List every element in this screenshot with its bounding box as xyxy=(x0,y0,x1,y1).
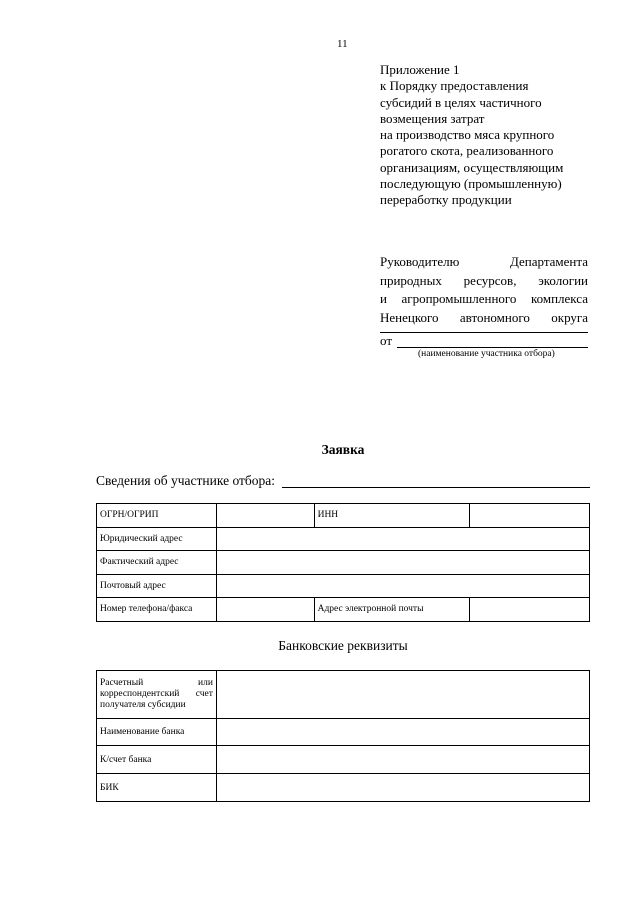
document-title: Заявка xyxy=(321,442,365,457)
actual-address-value-cell[interactable] xyxy=(216,551,589,575)
from-label: от xyxy=(380,333,393,348)
legal-address-label: Юридический адрес xyxy=(97,527,217,551)
appendix-line: на производство мяса крупного xyxy=(380,127,555,143)
table-row xyxy=(97,551,590,575)
table-row xyxy=(97,598,590,622)
bank-table xyxy=(96,670,590,802)
participant-info-label: Сведения об участнике отбора: xyxy=(96,473,276,488)
appendix-header xyxy=(380,62,600,209)
bank-name-value-cell[interactable] xyxy=(216,719,589,746)
corr-account-value-cell[interactable] xyxy=(216,746,589,774)
table-row xyxy=(97,774,590,802)
postal-address-value-cell[interactable] xyxy=(216,574,589,598)
ogrn-value-cell[interactable] xyxy=(216,504,314,528)
table-row xyxy=(97,671,590,719)
appendix-line: переработку продукции xyxy=(380,192,512,208)
from-caption: (наименование участника отбора) xyxy=(418,349,555,359)
addressee-blank-line[interactable] xyxy=(380,332,588,333)
from-blank-line[interactable] xyxy=(397,347,588,348)
addressee-line: и агропромышленного комплекса xyxy=(380,291,588,307)
appendix-line: субсидий в целях частичного xyxy=(380,94,542,110)
bank-details-title: Банковские реквизиты xyxy=(278,638,408,653)
table-row xyxy=(97,527,590,551)
addressee-line: Руководителю Департамента xyxy=(380,254,588,269)
addressee-line: природных ресурсов, экологии xyxy=(380,272,588,288)
email-value-cell[interactable] xyxy=(470,598,590,622)
email-label: Адрес электронной почты xyxy=(314,598,470,622)
corr-account-label: К/счет банка xyxy=(97,746,217,774)
bik-value-cell[interactable] xyxy=(216,774,589,802)
appendix-line: рогатого скота, реализованного xyxy=(380,143,554,159)
table-row xyxy=(97,574,590,598)
account-label: Расчетный или корреспондентский счет получателя субсидии xyxy=(97,671,217,719)
participant-info-blank-line[interactable] xyxy=(282,487,590,488)
actual-address-label: Фактический адрес xyxy=(97,551,217,575)
inn-value-cell[interactable] xyxy=(470,504,590,528)
ogrn-label: ОГРН/ОГРИП xyxy=(97,504,217,528)
participant-table xyxy=(96,503,590,622)
table-row xyxy=(97,719,590,746)
addressee-block xyxy=(380,253,588,328)
postal-address-label: Почтовый адрес xyxy=(97,574,217,598)
phone-fax-label: Номер телефона/факса xyxy=(97,598,217,622)
bik-label: БИК xyxy=(97,774,217,802)
account-value-cell[interactable] xyxy=(216,671,589,719)
page-number: 11 xyxy=(337,38,348,50)
appendix-line: организациям, осуществляющим xyxy=(380,159,564,175)
addressee-line: Ненецкого автономного округа xyxy=(380,310,588,326)
appendix-line: последующую (промышленную) xyxy=(380,176,562,192)
bank-name-label: Наименование банка xyxy=(97,719,217,746)
appendix-line: Приложение 1 xyxy=(380,62,460,77)
appendix-line: к Порядку предоставления xyxy=(380,78,529,94)
inn-label: ИНН xyxy=(314,504,470,528)
table-row xyxy=(97,504,590,528)
appendix-line: возмещения затрат xyxy=(380,110,485,126)
table-row xyxy=(97,746,590,774)
legal-address-value-cell[interactable] xyxy=(216,527,589,551)
phone-fax-value-cell[interactable] xyxy=(216,598,314,622)
